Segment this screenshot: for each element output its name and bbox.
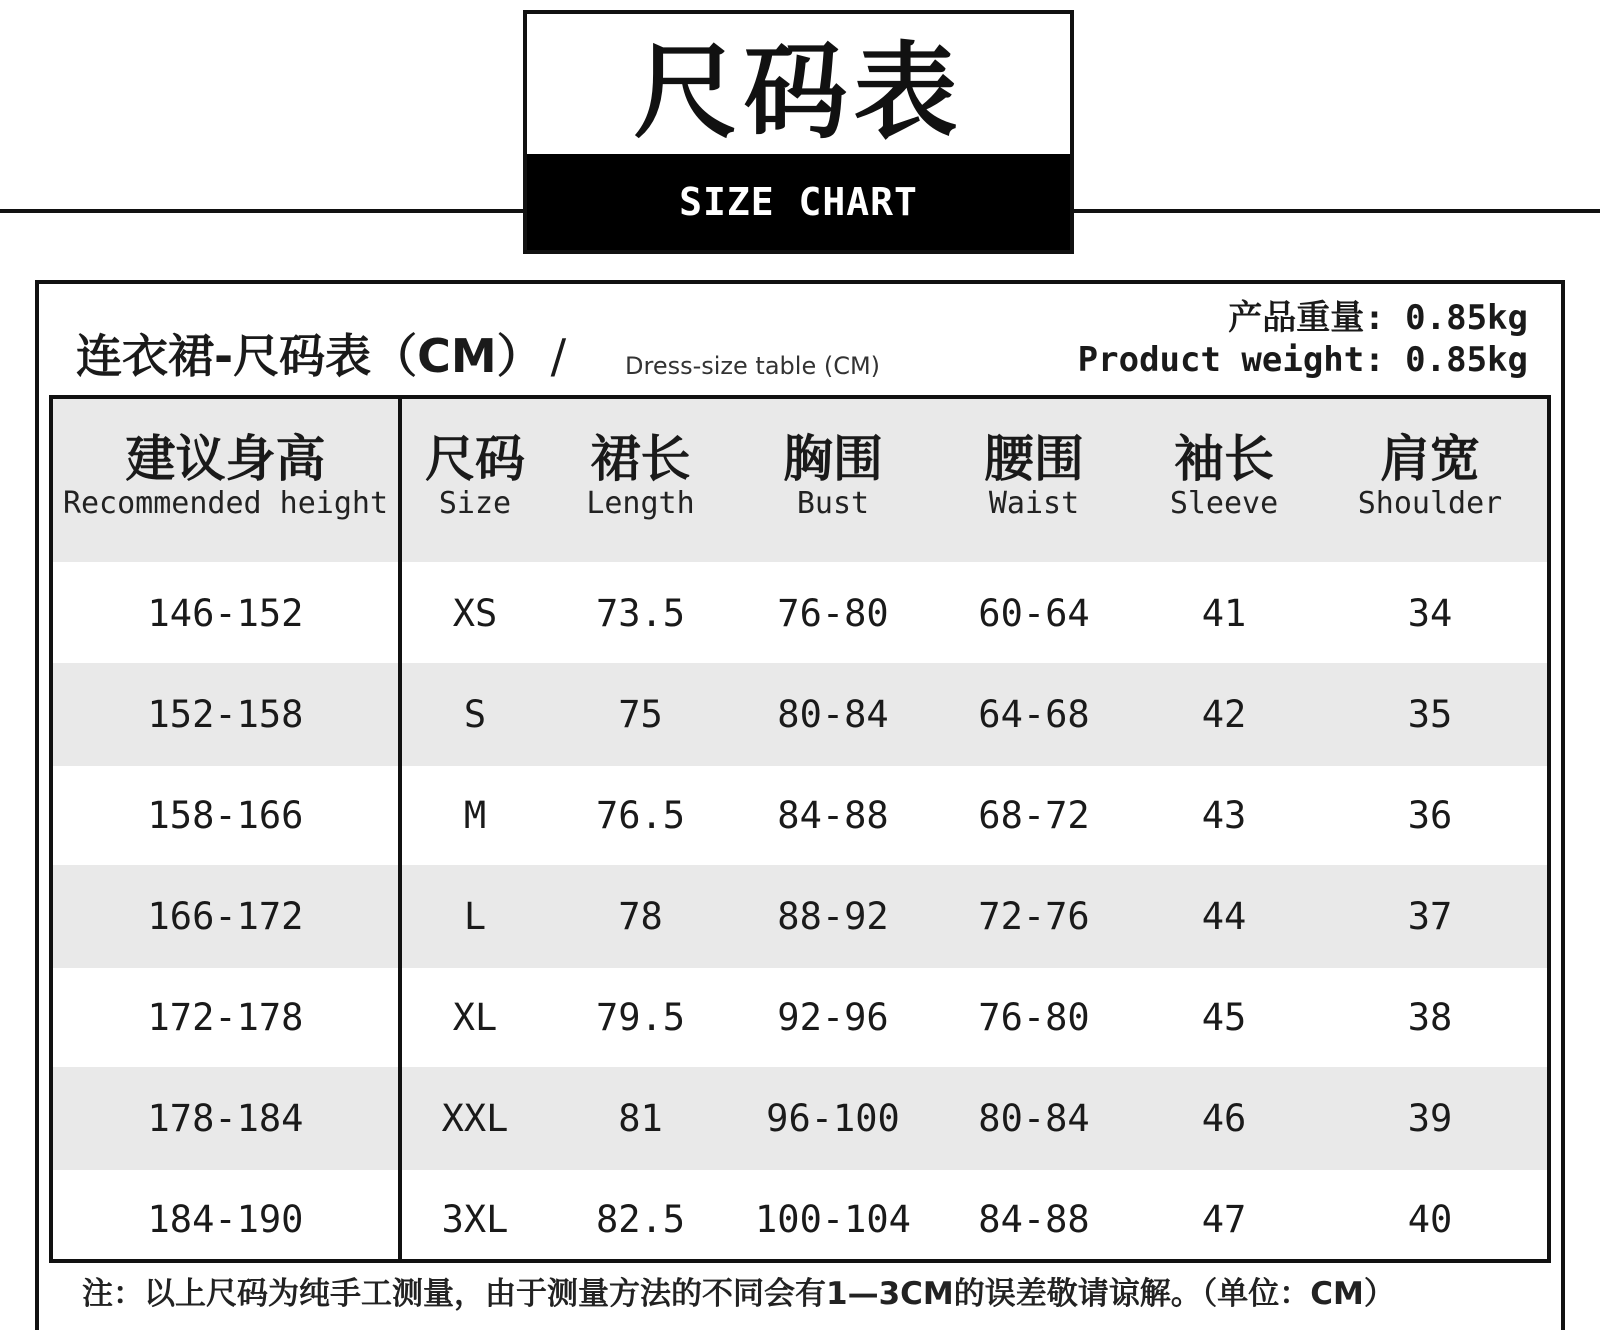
table-cell-height: 158-166 bbox=[147, 794, 304, 837]
table-cell-bust: 80-84 bbox=[777, 693, 889, 736]
column-header-cn: 腰围 bbox=[984, 430, 1084, 488]
column-header-bust bbox=[733, 399, 933, 562]
table-cell-bust: 84-88 bbox=[777, 794, 889, 837]
column-header-cn: 裙长 bbox=[590, 430, 691, 488]
table-cell-length: 73.5 bbox=[595, 592, 686, 635]
table-cell-waist: 80-84 bbox=[978, 1097, 1090, 1140]
measurement-note: 注：以上尺码为纯手工测量，由于测量方法的不同会有1—3CM的误差敬请谅解。（单位：CM） bbox=[82, 1276, 1395, 1312]
table-cell-shoulder: 36 bbox=[1407, 794, 1453, 837]
table-row bbox=[53, 663, 1547, 766]
column-header-size bbox=[402, 399, 548, 562]
table-cell-size: XS bbox=[452, 592, 498, 635]
table-cell-length: 76.5 bbox=[595, 794, 686, 837]
table-cell-size: L bbox=[463, 895, 487, 938]
table-cell-length: 79.5 bbox=[595, 996, 686, 1039]
table-cell-sleeve: 46 bbox=[1201, 1097, 1247, 1140]
table-cell-size: S bbox=[463, 693, 487, 736]
table-cell-length: 78 bbox=[618, 895, 663, 938]
table-cell-bust: 88-92 bbox=[777, 895, 889, 938]
table-header bbox=[53, 399, 1547, 562]
table-row bbox=[53, 966, 1547, 1069]
column-header-en: Shoulder bbox=[1357, 486, 1503, 521]
table-cell-waist: 68-72 bbox=[978, 794, 1090, 837]
table-cell-shoulder: 34 bbox=[1407, 592, 1453, 635]
column-header-en: Recommended height bbox=[62, 486, 389, 521]
table-cell-bust: 76-80 bbox=[777, 592, 889, 635]
table-cell-size: M bbox=[463, 794, 487, 837]
table-cell-bust: 92-96 bbox=[777, 996, 889, 1039]
column-header-waist bbox=[933, 399, 1135, 562]
column-header-cn: 胸围 bbox=[783, 430, 883, 488]
page-title-en: SIZE CHART bbox=[679, 180, 918, 224]
title-en-bar bbox=[527, 154, 1070, 250]
column-header-en: Length bbox=[586, 486, 695, 521]
table-cell-sleeve: 42 bbox=[1201, 693, 1247, 736]
table-cell-height: 184-190 bbox=[147, 1198, 304, 1241]
table-cell-sleeve: 47 bbox=[1201, 1198, 1247, 1241]
header-rule-right bbox=[1074, 209, 1600, 213]
table-cell-size: 3XL bbox=[441, 1198, 509, 1241]
column-header-sleeve bbox=[1135, 399, 1313, 562]
table-title-cn: 连衣裙-尺码表（CM） bbox=[76, 329, 543, 383]
table-cell-waist: 72-76 bbox=[978, 895, 1090, 938]
column-header-height bbox=[53, 399, 398, 562]
table-cell-sleeve: 44 bbox=[1201, 895, 1247, 938]
table-cell-height: 178-184 bbox=[147, 1097, 304, 1140]
table-cell-waist: 76-80 bbox=[978, 996, 1090, 1039]
column-header-en: Size bbox=[438, 486, 512, 521]
table-cell-waist: 60-64 bbox=[978, 592, 1090, 635]
header-rule-left bbox=[0, 209, 524, 213]
table-cell-shoulder: 38 bbox=[1407, 996, 1453, 1039]
table-cell-size: XXL bbox=[441, 1097, 509, 1140]
column-divider bbox=[398, 399, 402, 1259]
column-header-en: Waist bbox=[988, 486, 1080, 521]
table-row bbox=[53, 1168, 1547, 1271]
column-header-length bbox=[548, 399, 733, 562]
table-cell-size: XL bbox=[452, 996, 498, 1039]
table-cell-height: 146-152 bbox=[147, 592, 304, 635]
table-row bbox=[53, 1067, 1547, 1170]
page-title-cn: 尺码表 bbox=[633, 31, 964, 153]
table-cell-shoulder: 35 bbox=[1407, 693, 1453, 736]
column-header-cn: 建议身高 bbox=[125, 430, 326, 488]
product-weight-cn: 产品重量: 0.85kg bbox=[1228, 298, 1528, 338]
table-cell-height: 166-172 bbox=[147, 895, 304, 938]
table-cell-length: 82.5 bbox=[595, 1198, 686, 1241]
table-row bbox=[53, 562, 1547, 665]
column-header-en: Sleeve bbox=[1169, 486, 1279, 521]
table-cell-shoulder: 39 bbox=[1407, 1097, 1453, 1140]
column-header-shoulder bbox=[1313, 399, 1547, 562]
table-cell-waist: 84-88 bbox=[978, 1198, 1090, 1241]
table-row bbox=[53, 764, 1547, 867]
table-title-en: Dress-size table (CM) bbox=[625, 352, 881, 380]
table-cell-sleeve: 43 bbox=[1201, 794, 1247, 837]
table-cell-sleeve: 45 bbox=[1201, 996, 1247, 1039]
table-cell-height: 152-158 bbox=[147, 693, 304, 736]
table-title-slash: / bbox=[550, 329, 567, 383]
table-cell-waist: 64-68 bbox=[978, 693, 1090, 736]
table-cell-sleeve: 41 bbox=[1201, 592, 1247, 635]
table-cell-shoulder: 37 bbox=[1407, 895, 1453, 938]
table-cell-length: 75 bbox=[618, 693, 663, 736]
table-title bbox=[76, 320, 566, 386]
column-header-cn: 尺码 bbox=[425, 430, 525, 488]
column-header-cn: 肩宽 bbox=[1380, 430, 1480, 488]
table-row bbox=[53, 865, 1547, 968]
size-table bbox=[49, 395, 1551, 1263]
title-banner bbox=[523, 10, 1074, 254]
product-weight-en: Product weight: 0.85kg bbox=[1077, 340, 1528, 380]
table-cell-shoulder: 40 bbox=[1407, 1198, 1453, 1241]
table-cell-bust: 96-100 bbox=[766, 1097, 900, 1140]
table-cell-length: 81 bbox=[618, 1097, 663, 1140]
column-header-cn: 袖长 bbox=[1174, 430, 1274, 488]
column-header-en: Bust bbox=[796, 486, 870, 521]
table-cell-height: 172-178 bbox=[147, 996, 304, 1039]
table-cell-bust: 100-104 bbox=[755, 1198, 911, 1241]
